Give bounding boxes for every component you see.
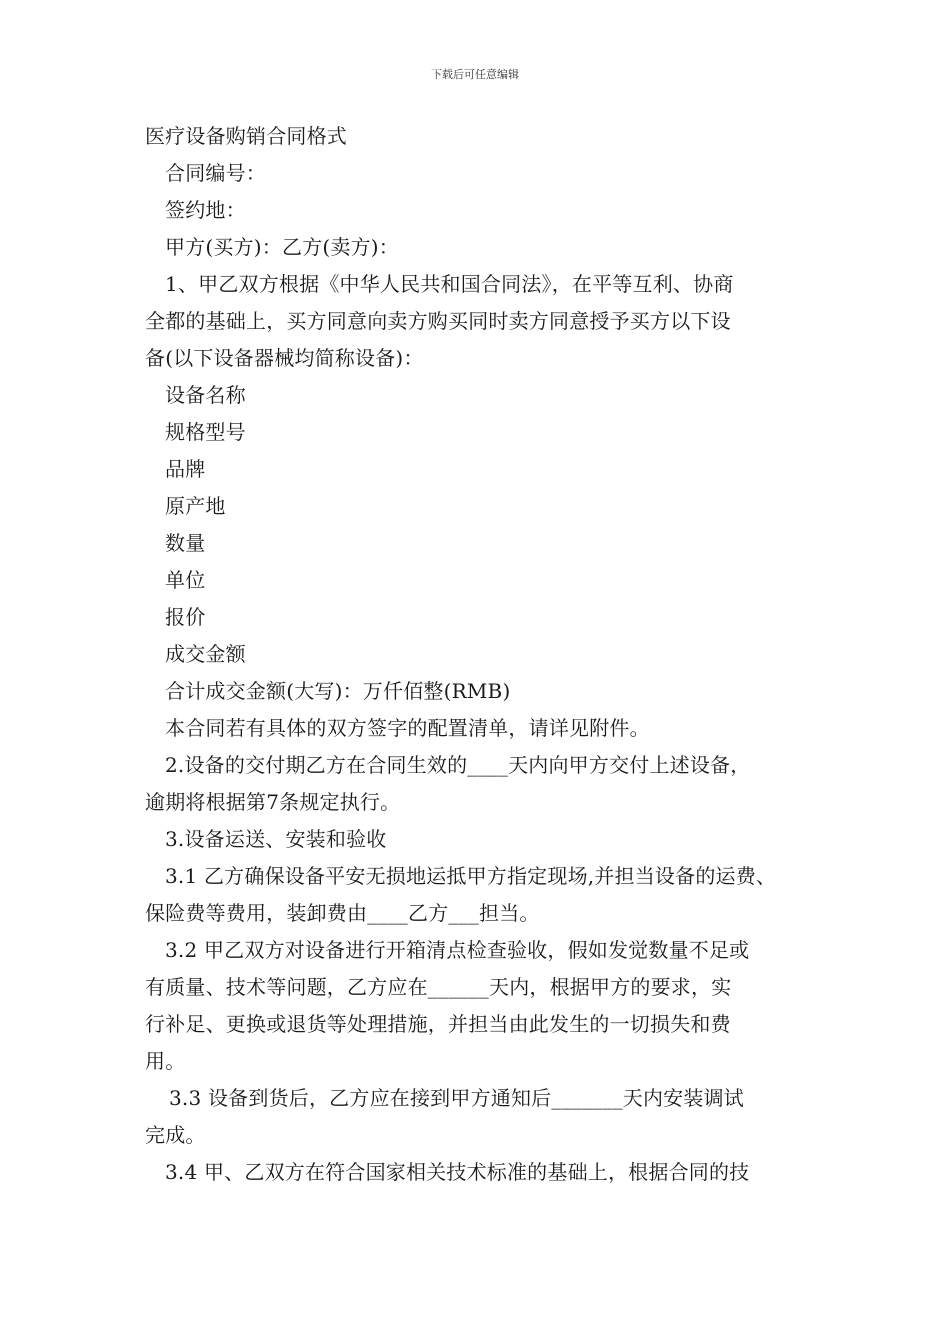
paragraph-line: 用。: [145, 1049, 186, 1073]
equipment-field-line: 品牌: [165, 457, 206, 481]
paragraph-line: 3.2 甲乙双方对设备进行开箱清点检查验收，假如发觉数量不足或: [165, 938, 750, 962]
equipment-field-line: 规格型号: [165, 420, 246, 444]
section-heading: 3.设备运送、安装和验收: [165, 827, 387, 851]
contract-number-line: 合同编号：: [165, 161, 266, 185]
paragraph-line: 逾期将根据第7条规定执行。: [145, 790, 401, 814]
paragraph-line: 本合同若有具体的双方签字的配置清单，请详见附件。: [165, 716, 650, 740]
paragraph-line: 备(以下设备器械均简称设备)：: [145, 346, 424, 370]
paragraph-line: 完成。: [145, 1123, 206, 1147]
paragraph-line: 行补足、更换或退货等处理措施，并担当由此发生的一切损失和费: [145, 1012, 731, 1036]
page-header: 下载后可任意编辑: [431, 68, 519, 81]
paragraph-line: 全都的基础上，买方同意向卖方购买同时卖方同意授予买方以下设: [145, 309, 731, 333]
document-body: [145, 118, 810, 1191]
paragraph-line: 3.1 乙方确保设备平安无损地运抵甲方指定现场,并担当设备的运费、: [165, 864, 777, 888]
equipment-field-line: 成交金额: [165, 642, 246, 666]
equipment-field-line: 原产地: [165, 494, 226, 518]
paragraph-line: 3.3 设备到货后，乙方应在接到甲方通知后_______天内安装调试: [169, 1086, 744, 1110]
paragraph-line: 2.设备的交付期乙方在合同生效的____天内向甲方交付上述设备，: [165, 753, 751, 777]
total-amount-line: 合计成交金额(大写)：万仟佰整(RMB): [165, 679, 511, 703]
document-title: 医疗设备购销合同格式: [145, 124, 347, 148]
paragraph-line: 3.4 甲、乙双方在符合国家相关技术标准的基础上，根据合同的技: [165, 1160, 750, 1184]
signing-place-line: 签约地：: [165, 198, 246, 222]
equipment-field-line: 报价: [165, 605, 206, 629]
equipment-field-line: 数量: [165, 531, 206, 555]
paragraph-line: 有质量、技术等问题，乙方应在______天内，根据甲方的要求，实: [145, 975, 732, 999]
paragraph-line: 保险费等费用，装卸费由____乙方___担当。: [145, 901, 540, 925]
parties-line: 甲方(买方)：乙方(卖方)：: [165, 235, 400, 259]
equipment-field-line: 设备名称: [165, 383, 246, 407]
paragraph-line: 1、甲乙双方根据《中华人民共和国合同法》，在平等互利、协商: [165, 272, 734, 296]
equipment-field-line: 单位: [165, 568, 206, 592]
